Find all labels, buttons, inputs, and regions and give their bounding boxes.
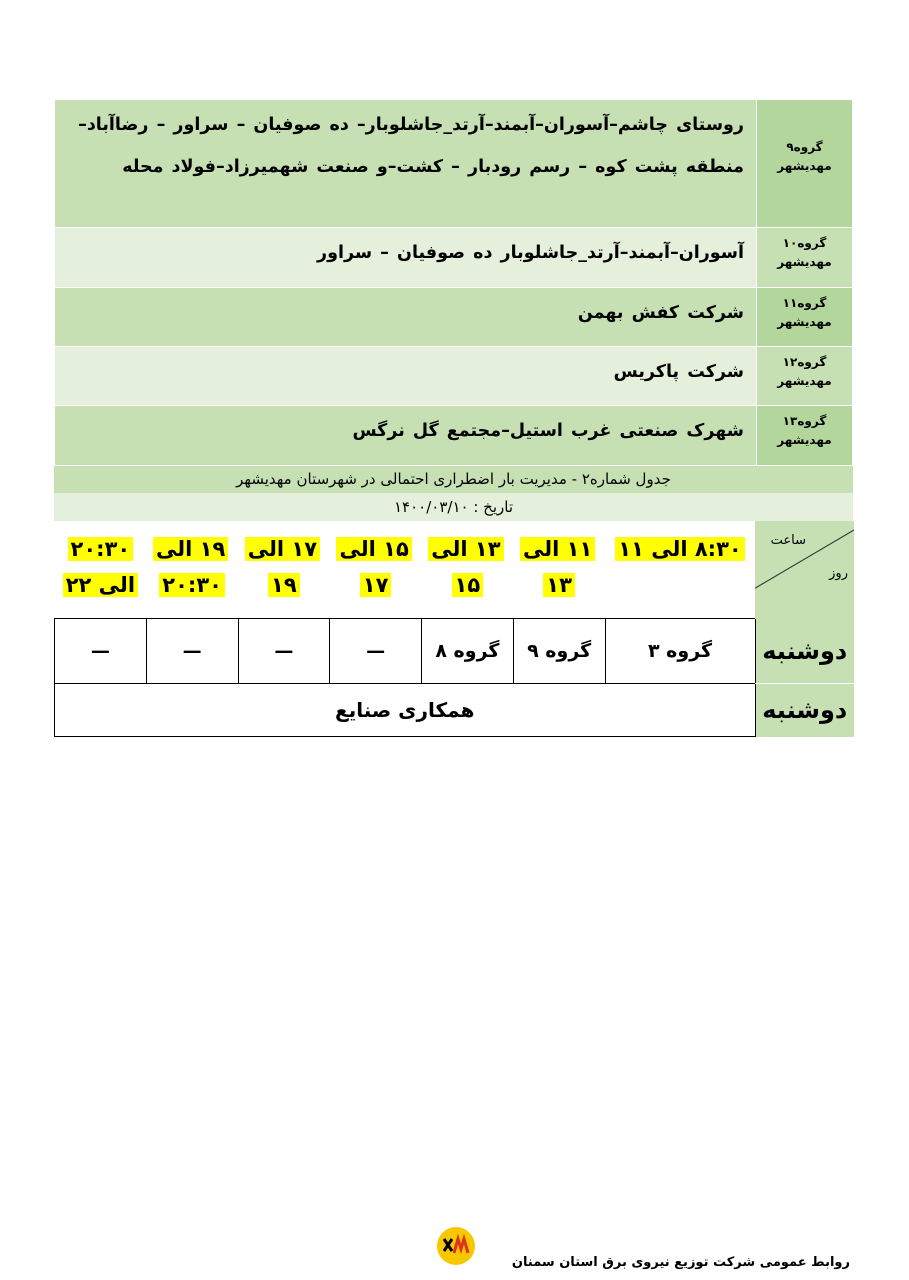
group-areas: شرکت کفش بهمن [55,288,757,347]
group-label [757,406,853,466]
table-title: جدول شماره۲ - مدیریت بار اضطراری احتمالی در شهرستان مهدیشهر [54,466,853,493]
group-name: گروه۱۳ [782,414,827,428]
time-slot: ۲۰:۳۰ الی ۲۲ [55,521,147,619]
time-slot: ۱۵ الی ۱۷ [330,521,422,619]
footer [430,1225,850,1275]
table-date: تاریخ : ۱۴۰۰/۰۳/۱۰ [54,493,853,521]
day-label: دوشنبه [755,684,854,737]
group-name: گروه۹ [786,140,823,154]
time-slot: ۱۳ الی ۱۵ [422,521,514,619]
group-areas: شرکت پاکریس [55,347,757,406]
group-name: گروه۱۲ [782,355,827,369]
schedule-table [54,521,854,737]
corner-time-label: ساعت [770,533,806,548]
group-label [757,100,853,228]
time-slot: ۱۱ الی ۱۳ [513,521,605,619]
company-logo-icon [430,1225,482,1267]
schedule-cell: — [146,619,238,684]
day-label: دوشنبه [755,619,854,684]
group-row [55,228,853,288]
schedule-cell: گروه ۳ [605,619,755,684]
group-row [55,288,853,347]
group-label [757,228,853,288]
group-city: مهدیشهر [777,255,832,269]
schedule-cell: — [330,619,422,684]
time-slot: ۱۹ الی ۲۰:۳۰ [146,521,238,619]
industry-row [55,684,855,737]
group-areas: روستای چاشم–آسوران–آبمند–آرتد_جاشلوبار– ده صوفیان – سراور – رضاآباد–منطقه پشت کوه – رسم رودبار – کشت–و صنعت شهمیرزاد–فولاد محله [55,100,757,228]
groups-table [54,99,853,466]
group-city: مهدیشهر [777,159,832,173]
group-name: گروه۱۰ [782,236,827,250]
time-slot: ۸:۳۰ الی ۱۱ [605,521,755,619]
industry-cooperation: همکاری صنایع [55,684,756,737]
schedule-row [55,619,855,684]
schedule-cell: گروه ۸ [422,619,514,684]
footer-text: روابط عمومی شرکت توزیع نیروی برق استان سمنان [511,1255,850,1270]
time-slot: ۱۷ الی ۱۹ [238,521,330,619]
group-areas: شهرک صنعتی غرب استیل–مجتمع گل نرگس [55,406,757,466]
group-name: گروه۱۱ [782,296,827,310]
group-areas: آسوران–آبمند–آرتد_جاشلوبار ده صوفیان – سراور [55,228,757,288]
schedule-cell: — [55,619,147,684]
corner-day-label: روز [829,566,848,581]
group-label [757,347,853,406]
group-city: مهدیشهر [777,374,832,388]
group-city: مهدیشهر [777,433,832,447]
corner-cell [755,521,854,619]
group-row [55,347,853,406]
schedule-header-row [55,521,855,619]
group-row [55,406,853,466]
group-label [757,288,853,347]
schedule-cell: — [238,619,330,684]
group-city: مهدیشهر [777,315,832,329]
group-row [55,100,853,228]
schedule-cell: گروه ۹ [513,619,605,684]
